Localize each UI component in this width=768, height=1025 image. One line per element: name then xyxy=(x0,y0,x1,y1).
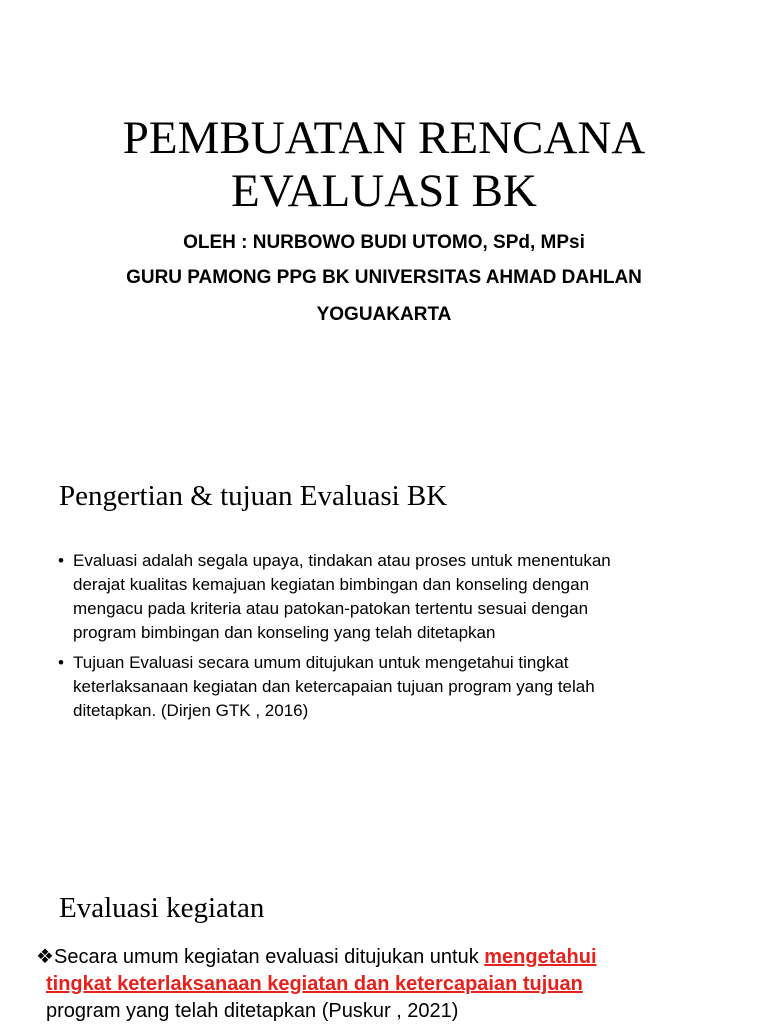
bullet-line: derajat kualitas kemajuan kegiatan bimbingan dan konseling dengan xyxy=(73,575,590,594)
slide1-title xyxy=(0,112,768,218)
bullet-line: Tujuan Evaluasi secara umum ditujukan untuk mengetahui tingkat xyxy=(73,653,569,672)
section-heading-pengertian: Pengertian & tujuan Evaluasi BK xyxy=(59,480,448,512)
section-heading-evaluasi-kegiatan: Evaluasi kegiatan xyxy=(59,892,265,924)
bullet-text-highlight: tingkat keterlaksanaan kegiatan dan ketercapaian tujuan xyxy=(46,973,583,995)
bullet-marker: • xyxy=(58,551,64,570)
bullet-line: ditetapkan. (Dirjen GTK , 2016) xyxy=(73,701,309,720)
bullet-item xyxy=(58,651,728,723)
bullet-list-pengertian xyxy=(58,549,728,729)
evaluasi-kegiatan-bullet xyxy=(36,944,766,1025)
bullet-line: mengacu pada kriteria atau patokan-patokan tertentu sesuai dengan xyxy=(73,599,589,618)
bullet-text-plain: Secara umum kegiatan evaluasi ditujukan untuk xyxy=(54,946,485,968)
bullet-marker: • xyxy=(58,653,64,672)
bullet-text-highlight: mengetahui xyxy=(484,946,597,968)
bullet-line: Evaluasi adalah segala upaya, tindakan atau proses untuk menentukan xyxy=(73,551,611,570)
title-line-2: EVALUASI BK xyxy=(231,165,537,218)
diamond-bullet-icon: ❖ xyxy=(36,946,54,968)
bullet-item xyxy=(58,549,728,645)
bullet-text-plain: program yang telah ditetapkan (Puskur , 2021) xyxy=(46,1000,459,1022)
byline-author: OLEH : NURBOWO BUDI UTOMO, SPd, MPsi xyxy=(183,232,585,253)
bullet-line: program bimbingan dan konseling yang telah ditetapkan xyxy=(73,623,496,642)
byline-affiliation: GURU PAMONG PPG BK UNIVERSITAS AHMAD DAHLAN xyxy=(126,267,642,288)
title-line-1: PEMBUATAN RENCANA xyxy=(122,112,646,164)
byline-city: YOGUAKARTA xyxy=(316,304,452,325)
bullet-line: keterlaksanaan kegiatan dan ketercapaian tujuan program yang telah xyxy=(73,677,595,696)
